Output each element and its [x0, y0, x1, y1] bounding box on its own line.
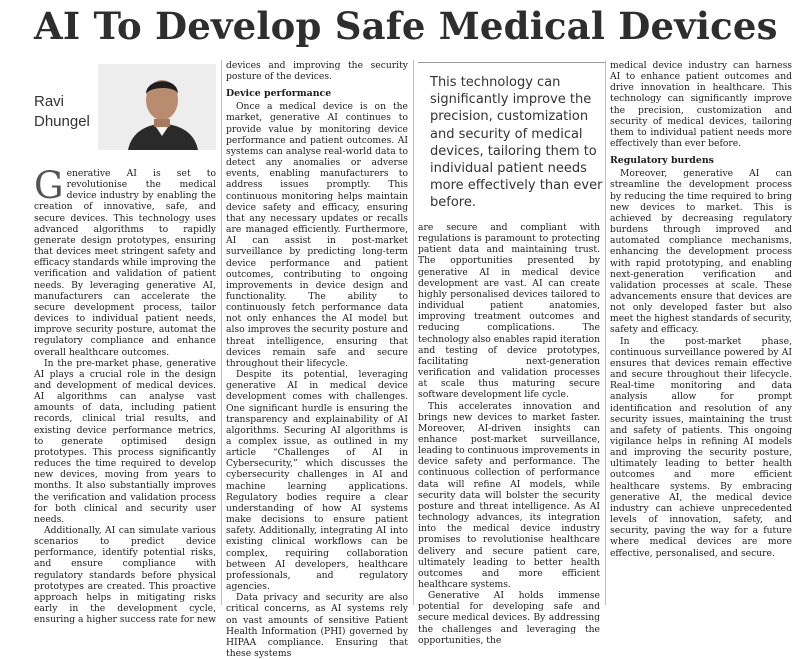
column-divider — [221, 60, 222, 605]
body-paragraph: are secure and compliant with regulations is paramount to protecting patient data and maintaining trust. The opportunities presented by generative AI in medical device development are vast. AI can create highly personalised devices tailored to individual patient anatomies, improving treatment outcomes and reducing complications. The technology also enables rapid iteration and testing of device prototypes, facilitating next-generation verification and validation processes at scale thus maturing secure software development life cycle. — [418, 222, 600, 401]
subheading-regulatory-burdens: Regulatory burdens — [610, 155, 714, 167]
body-paragraph: Once a medical device is on the market, generative AI continues to provide value by monitoring device performance and patient outcomes. AI systems can analyse real-world data to detect any anomalies or adverse events, enabling manufacturers to address issues promptly. This continuous monitoring helps maintain device safety and efficacy, ensuring that any necessary updates or recalls are managed efficiently. Furthermore, AI can assist in post-market surveillance by predicting long-term device performance and patient outcomes, contributing to ongoing improvements in device design and functionality. The ability to continuously fetch performance data not only enhances the AI model but also improves the security posture and threat intelligence, ensuring that devices remain safe and secure throughout their lifecycle. — [226, 101, 408, 369]
column-divider — [413, 60, 414, 605]
pull-quote: This technology can significantly improve the precision, customization and security of medical devices, tailoring them to individual patient needs more effectively than ever before. — [430, 75, 603, 211]
body-paragraph: This accelerates innovation and brings new devices to market faster. Moreover, AI-driven insights can enhance post-market surveillance, leading to continuous improvements in device safety and performance. The continuous collection of performance data will refine AI models, while security data will bolster the security posture and threat intelligence. As AI technology advances, its integration into the medical device industry promises to revolutionise healthcare delivery and secure patient care, ultimately leading to better health outcomes and more efficient healthcare systems. — [418, 400, 601, 590]
author-first-name: Ravi — [34, 93, 65, 110]
article-column-2 — [226, 60, 408, 659]
body-paragraph: In the post-market phase, continuous surveillance powered by AI ensures that devices remain effective and secure throughout their lifecycle. Real-time monitoring and data analysis allow for prompt identification and resolution of any security issues, maintaining the trust and safety of patients. This ongoing vigilance helps in refining AI models and improving the security posture, ultimately leading to better health outcomes and more efficient healthcare systems. By embracing generative AI, the medical device industry can achieve unprecedented levels of innovation, safety, and security, paving the way for a future where medical devices are more effective, personalised, and secure. — [610, 335, 792, 559]
article-column-3 — [418, 222, 601, 646]
article-column-1 — [34, 164, 216, 626]
body-paragraph: Moreover, generative AI can streamline the development process by reducing the time required to bring new devices to market. This is achieved by decreasing regulatory burdens through improved and automated compliance mechanisms, enhancing the development process with rapid prototyping, and enabling next-generation verification and validation processes at scale. These advancements ensure that devices are not only developed faster but also meet the highest standards of security, safety and efficacy. — [610, 168, 792, 336]
body-paragraph: devices and improving the security posture of the devices. — [226, 60, 408, 83]
body-paragraph: medical device industry can harness AI to enhance patient outcomes and drive innovation in healthcare. This technology can significantly improve the precision, customization and security of medical devices, tailoring them to individual patient needs more effectively than ever before. — [610, 60, 792, 150]
body-paragraph: Despite its potential, leveraging generative AI in medical device development comes with challenges. One significant hurdle is ensuring the transparency and explainability of AI algorithms. Securing AI algorithms is a complex issue, as outlined in my article “Challenges of AI in Cybersecurity,” which discusses the cybersecurity challenges in AI and machine learning applications. Regulatory bodies require a clear understanding of how AI systems make decisions to ensure patient safety. Additionally, integrating AI into existing clinical workflows can be complex, requiring collaboration between AI developers, healthcare professionals, and regulatory agencies. — [226, 369, 408, 593]
body-paragraph: In the pre-market phase, generative AI plays a crucial role in the design and development of medical devices. AI algorithms can analyse vast amounts of data, including patient records, clinical trial results, and existing device performance metrics, to generate optimised design prototypes. This process significantly reduces the time required to develop new devices, moving from years to months. It also substantially improves the verification and validation process for both clinical and security user needs. — [34, 357, 216, 525]
article-headline: AI To Develop Safe Medical Devices — [34, 4, 778, 48]
pull-quote-rule — [418, 62, 606, 63]
author-portrait-icon — [98, 64, 216, 150]
author-last-name: Dhungel — [34, 113, 90, 130]
body-paragraph: Generative AI holds immense potential for developing safe and secure medical devices. By addressing the challenges and leveraging the opportunities, the — [418, 590, 600, 646]
author-photo — [98, 64, 216, 150]
article-column-4 — [610, 60, 792, 605]
intro-paragraph: Generative AI is set to revolutionise the medical device industry by enabling the creation of innovative, safe, and secure devices. This technology uses advanced algorithms to rapidly generate design prototypes, ensuring that devices meet stringent safety and efficacy standards while improving the verification and validation of patient needs. By leveraging generative AI, manufacturers can accelerate the secure development process, tailor devices to individual patient needs, improve security posture, automat the regulatory compliance and enhance overall healthcare outcomes. — [34, 164, 216, 358]
column-divider — [605, 60, 606, 605]
body-paragraph: Data privacy and security are also critical concerns, as AI systems rely on vast amounts of sensitive Patient Health Information (PHI) governed by HIPAA compliance. Ensuring that these systems — [226, 592, 408, 659]
drop-cap: G — [34, 164, 64, 207]
subheading-device-performance: Device performance — [226, 88, 332, 100]
body-paragraph: Additionally, AI can simulate various scenarios to predict device performance, identify potential risks, and ensure compliance with regulatory standards before physical prototypes are created. This proactive approach helps in mitigating risks early in the development cycle, ensuring a higher success rate for new — [34, 525, 216, 626]
